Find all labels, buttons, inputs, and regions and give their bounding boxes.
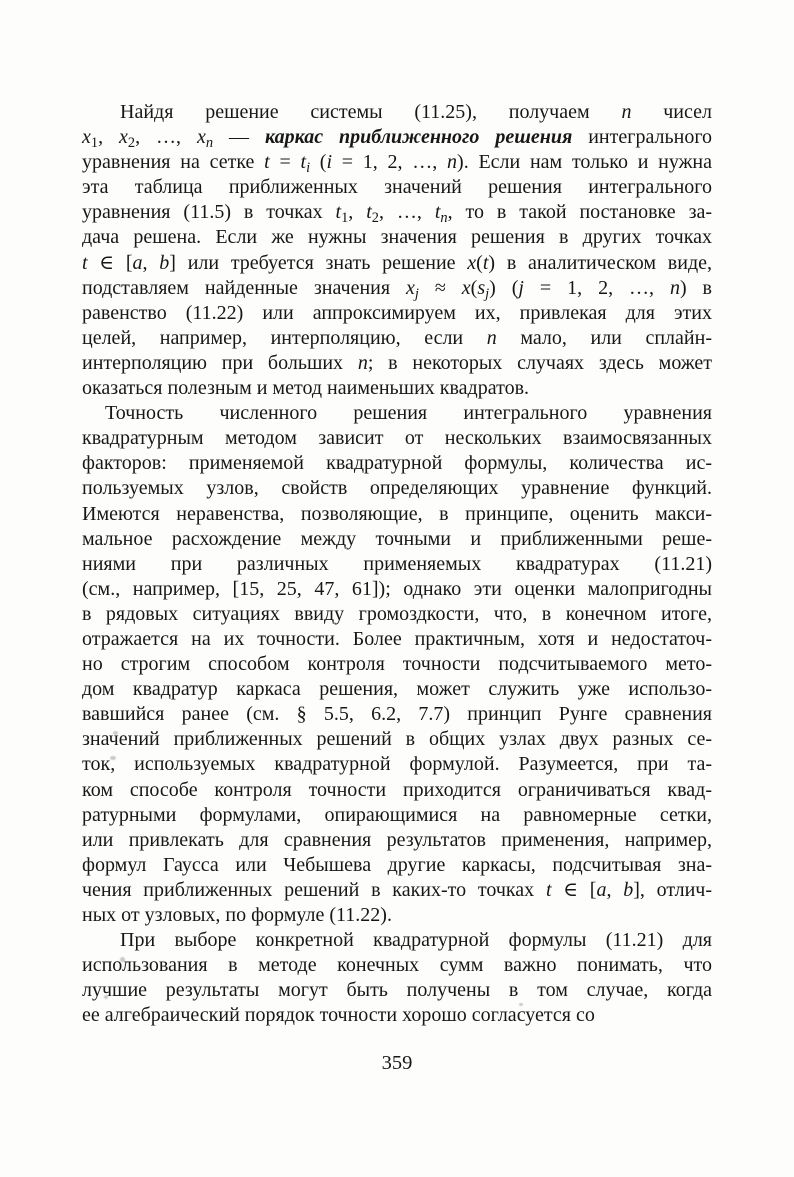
text-line: интерполяцию при больших n; в некоторых случаях здесь может — [82, 351, 713, 374]
text-line: ратурными формулами, опирающимися на равномерные сетки, — [82, 803, 712, 826]
text-line: целей, например, интерполяцию, если n мало, или сплайн- — [82, 326, 712, 349]
scan-noise-speck — [104, 995, 108, 999]
text-line: t ∈ [a, b] или требуется знать решение x(t) в аналитическом виде, — [82, 251, 712, 274]
scan-noise-speck — [113, 731, 118, 735]
text-line: уравнения (11.5) в точках $t_1$, $t_2$, …, $t_n$, то в такой постановке за- — [82, 201, 713, 227]
paragraph-accuracy-control — [82, 401, 712, 928]
text-line: использования в методе конечных сумм важно понимать, что — [82, 954, 712, 977]
text-line: оказаться полезным и метод наименьших квадратов. — [82, 377, 530, 400]
text-line: уравнения на сетке $t = t_i$ (i = 1, 2, …, n). Если нам только и нужна — [82, 151, 713, 177]
text-line: равенство (11.22) или аппроксимируем их, привлекая для этих — [82, 301, 712, 324]
scan-noise-speck — [120, 957, 125, 962]
text-line: или привлекать для сравнения результатов применения, например, — [82, 828, 712, 851]
text-line: ниями при различных применяемых квадратурах (11.21) — [82, 552, 712, 575]
text-line: подставляем найденные значения $x_j \approx x(s_j) (j = 1$, 2, …, n) в — [82, 276, 712, 302]
scan-noise-speck — [110, 756, 116, 760]
text-line: вавшийся ранее (см. § 5.5, 6.2, 7.7) принцип Рунге сравнения — [82, 703, 712, 726]
text-line: (см., например, [15, 25, 47, 61]); однако эти оценки малопригодны — [82, 577, 712, 600]
text-line: в рядовых ситуациях ввиду громоздкости, что, в конечном итоге, — [82, 602, 712, 625]
text-line: эта таблица приближенных значений решения интегрального — [82, 176, 712, 199]
page-body — [82, 100, 712, 1028]
text-line: ком способе контроля точности приходится ограничиваться квад- — [82, 778, 712, 801]
paragraph-solution-framework — [82, 100, 712, 401]
text-line: ее алгебраический порядок точности хорошо согласуется со — [82, 1004, 595, 1027]
text-line: пользуемых узлов, свойств определяющих уравнение функций. — [82, 477, 712, 500]
text-line: дача решена. Если же нужны значения решения в других точках — [82, 226, 712, 249]
text-line: Точность численного решения интегрального уравнения — [105, 402, 712, 425]
text-line: При выборе конкретной квадратурной формулы (11.21) для — [120, 929, 712, 952]
text-line: чения приближенных решений в каких-то точках t ∈ [a, b], отлич- — [82, 878, 713, 901]
text-line: ток, используемых квадратурной формулой. Разумеется, при та- — [82, 753, 712, 776]
text-line: Найдя решение системы (11.25), получаем n чисел — [120, 101, 712, 123]
text-line: мальное расхождение между точными и приближенными реше- — [82, 527, 712, 550]
text-line: значений приближенных решений в общих узлах двух разных се- — [82, 728, 712, 751]
text-line: но строгим способом контроля точности подсчитываемого мето- — [82, 653, 712, 676]
text-line: Имеются неравенства, позволяющие, в принципе, оценить макси- — [82, 502, 712, 525]
paragraph-quadrature-choice — [82, 928, 712, 1028]
text-line: факторов: применяемой квадратурной формулы, количества ис- — [82, 452, 712, 475]
text-line: лучшие результаты могут быть получены в том случае, когда — [82, 979, 712, 1002]
text-line: ных от узловых, по формуле (11.22). — [82, 904, 392, 926]
page-number: 359 — [381, 1052, 413, 1074]
text-line: дом квадратур каркаса решения, может служить уже использо- — [82, 678, 712, 701]
text-line: формул Гаусса или Чебышева другие каркасы, подсчитывая зна- — [82, 853, 712, 876]
scan-noise-speck — [519, 1003, 523, 1006]
text-line: $x_1$, $x_2$, …, $x_n$ — каркас приближенного решения интегрального — [82, 126, 713, 152]
text-line: квадратурным методом зависит от нескольких взаимосвязанных — [82, 427, 712, 450]
text-line: отражается на их точности. Более практичным, хотя и недостаточ- — [82, 627, 712, 650]
